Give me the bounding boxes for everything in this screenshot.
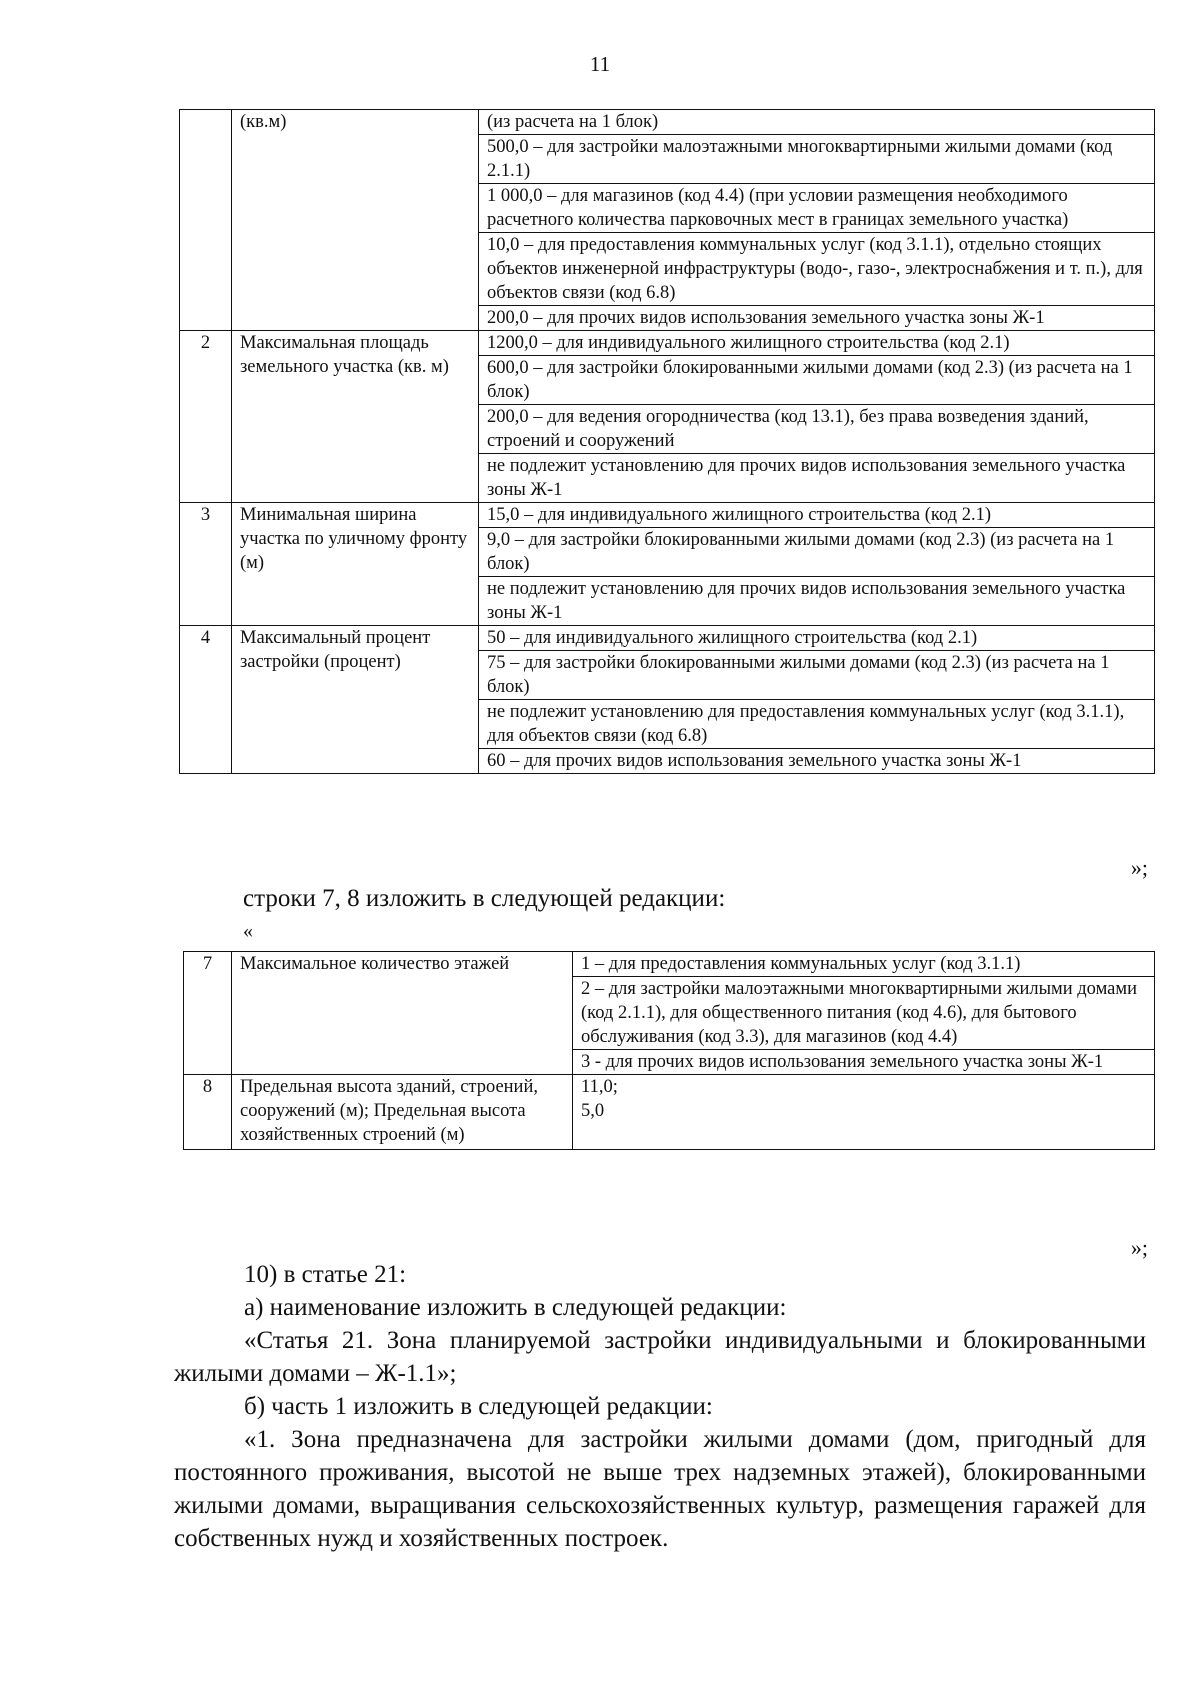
- parameter-value: 11,0;: [581, 1077, 618, 1097]
- parameter-value: 1 000,0 – для магазинов (код 4.4) (при условии размещения необходимого расчетного количества парковочных мест в границах земельного участка): [479, 184, 1155, 233]
- parameter-value: 50 – для индивидуального жилищного строительства (код 2.1): [479, 626, 1155, 651]
- parameter-value: 10,0 – для предоставления коммунальных услуг (код 3.1.1), отдельно стоящих объектов инженерной инфраструктуры (водо-, газо-, электроснабжения и т. п.), для объектов связи (код 6.8): [479, 233, 1155, 306]
- parameter-name: Минимальная ширина участка по уличному фронту (м): [232, 503, 479, 626]
- parameter-value: 500,0 – для застройки малоэтажными многоквартирными жилыми домами (код 2.1.1): [479, 135, 1155, 184]
- parameter-value: 5,0: [581, 1101, 605, 1121]
- parameter-value: 200,0 – для ведения огородничества (код 13.1), без права возведения зданий, строений и сооружений: [479, 405, 1155, 454]
- parameter-value: не подлежит установлению для предоставления коммунальных услуг (код 3.1.1), для объектов связи (код 6.8): [479, 700, 1155, 749]
- parameter-value: 600,0 – для застройки блокированными жилыми домами (код 2.3) (из расчета на 1 блок): [479, 356, 1155, 405]
- parameter-value: 1200,0 – для индивидуального жилищного строительства (код 2.1): [479, 331, 1155, 356]
- parameter-name: Максимальное количество этажей: [232, 952, 573, 1075]
- parameter-value: 75 – для застройки блокированными жилыми домами (код 2.3) (из расчета на 1 блок): [479, 651, 1155, 700]
- table-row: [184, 952, 1155, 977]
- table-row: [180, 110, 1155, 135]
- row-number: 7: [184, 952, 232, 1075]
- parameter-value: 60 – для прочих видов использования земельного участка зоны Ж-1: [479, 749, 1155, 774]
- parameter-value: 3 - для прочих видов использования земельного участка зоны Ж-1: [573, 1050, 1155, 1075]
- table-row: [180, 503, 1155, 528]
- paragraph: а) наименование изложить в следующей редакции:: [244, 1294, 787, 1321]
- paragraph: 10) в статье 21:: [244, 1261, 407, 1288]
- parameter-name: Максимальный процент застройки (процент): [232, 626, 479, 774]
- section-heading: строки 7, 8 изложить в следующей редакции:: [243, 885, 726, 912]
- amendment-text: [174, 1258, 1146, 1555]
- parameter-name: Предельная высота зданий, строений, сооружений (м); Предельная высота хозяйственных строений (м): [232, 1075, 573, 1150]
- table-row: [180, 331, 1155, 356]
- parameter-value-cell: [573, 1075, 1155, 1150]
- row-number: [180, 110, 232, 331]
- paragraph: «Статья 21. Зона планируемой застройки индивидуальными и блокированными жилыми домами – Ж-1.1»;: [174, 1327, 1146, 1387]
- row-number: 2: [180, 331, 232, 503]
- parameter-value: не подлежит установлению для прочих видов использования земельного участка зоны Ж-1: [479, 577, 1155, 626]
- row-number: 4: [180, 626, 232, 774]
- parameter-name: Максимальная площадь земельного участка (кв. м): [232, 331, 479, 503]
- table-row: [180, 626, 1155, 651]
- zoning-parameters-table-continued: [179, 109, 1155, 774]
- row-number: 3: [180, 503, 232, 626]
- parameter-value: 2 – для застройки малоэтажными многоквартирными жилыми домами (код 2.1.1), для общественного питания (код 4.6), для бытового обслуживания (код 3.3), для магазинов (код 4.4): [573, 977, 1155, 1050]
- closing-quote: »;: [1130, 855, 1148, 880]
- paragraph: «1. Зона предназначена для застройки жилыми домами (дом, пригодный для постоянного проживания, высотой не выше трех надземных этажей), блокированными жилыми домами, выращивания сельскохозяйственных культур, размещения гаражей для собственных нужд и хозяйственных построек.: [174, 1426, 1146, 1552]
- parameter-value: 9,0 – для застройки блокированными жилыми домами (код 2.3) (из расчета на 1 блок): [479, 528, 1155, 577]
- paragraph: б) часть 1 изложить в следующей редакции:: [244, 1393, 713, 1420]
- parameter-value: (из расчета на 1 блок): [479, 110, 1155, 135]
- parameter-name: (кв.м): [232, 110, 479, 331]
- parameter-value: 15,0 – для индивидуального жилищного строительства (код 2.1): [479, 503, 1155, 528]
- parameter-value: 200,0 – для прочих видов использования земельного участка зоны Ж-1: [479, 306, 1155, 331]
- page-number: 11: [589, 52, 611, 76]
- row-number: 8: [184, 1075, 232, 1150]
- opening-quote: «: [243, 920, 253, 942]
- zoning-parameters-table-rows-7-8: [183, 951, 1155, 1150]
- closing-quote: »;: [1130, 1235, 1148, 1260]
- parameter-value: не подлежит установлению для прочих видов использования земельного участка зоны Ж-1: [479, 454, 1155, 503]
- table-row: [184, 1075, 1155, 1150]
- parameter-value: 1 – для предоставления коммунальных услуг (код 3.1.1): [573, 952, 1155, 977]
